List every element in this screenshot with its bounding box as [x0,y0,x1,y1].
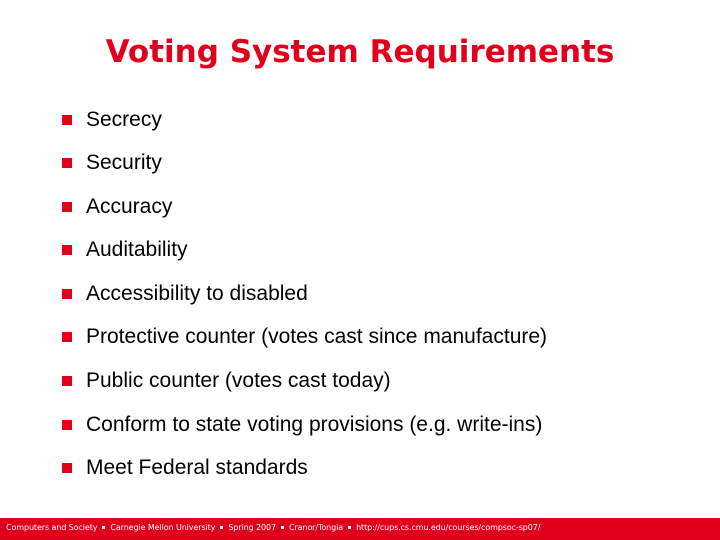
separator-icon [102,526,105,529]
list-item [62,410,547,439]
list-item [62,149,547,178]
bullet-text: Conform to state voting provisions (e.g. write-ins) [86,412,543,436]
footer-bar [0,518,720,540]
footer-text [6,523,540,532]
bullet-text: Protective counter (votes cast since manufacture) [86,325,548,349]
bullet-icon [62,202,72,212]
list-item [62,367,547,396]
bullet-icon [62,245,72,255]
bullet-icon [62,463,72,473]
list-item [62,236,547,265]
list-item [62,192,547,221]
bullet-text: Auditability [86,238,188,262]
bullet-icon [62,115,72,125]
footer-university: Carnegie Mellon University [110,523,216,532]
slide-title: Voting System Requirements [105,34,615,70]
bullet-text: Meet Federal standards [86,456,308,480]
separator-icon [348,526,351,529]
bullet-icon [62,158,72,168]
footer-course: Computers and Society [6,523,98,532]
footer-url[interactable]: http://cups.cs.cmu.edu/courses/compsoc-sp07/ [356,523,541,532]
list-item [62,279,547,308]
bullet-icon [62,420,72,430]
separator-icon [281,526,284,529]
bullet-text: Secrecy [86,107,162,131]
bullet-list [62,105,547,497]
bullet-text: Accessibility to disabled [86,281,308,305]
separator-icon [220,526,223,529]
list-item [62,454,547,483]
list-item [62,323,547,352]
list-item [62,105,547,134]
bullet-text: Security [86,151,162,175]
bullet-icon [62,289,72,299]
bullet-text: Accuracy [86,194,173,218]
footer-instructors: Cranor/Tongia [288,523,344,532]
bullet-icon [62,332,72,342]
bullet-text: Public counter (votes cast today) [86,369,391,393]
footer-term: Spring 2007 [228,523,276,532]
bullet-icon [62,376,72,386]
